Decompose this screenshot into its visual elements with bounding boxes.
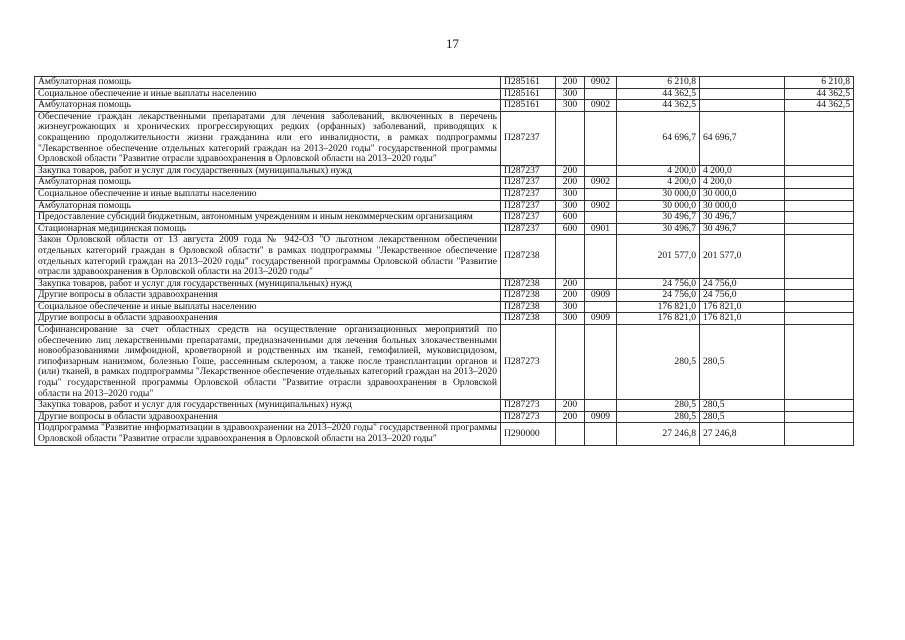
row-name-cell: Амбулаторная помощь: [35, 77, 501, 89]
expense-type-cell: [556, 111, 585, 165]
section-code-cell: [585, 188, 617, 200]
target-code-cell: П290000: [501, 423, 556, 445]
section-code-cell: [585, 400, 617, 412]
amount-column-2-cell: 30 000,0: [700, 200, 785, 212]
row-name-cell: Закон Орловской области от 13 августа 2009 года № 942-ОЗ "О льготном лекарственном обеспечении отдельных категорий граждан в Орловской области" в рамках подпрограммы "Лекарственное обеспечение отдельных категорий граждан на 2013–2020 годы" государственной программы Орловской области "Развитие отрасли здравоохранения в Орловской области на 2013–2020 годы": [35, 235, 501, 278]
section-code-cell: [585, 111, 617, 165]
section-code-cell: 0902: [585, 77, 617, 89]
amount-column-2-cell: 4 200,0: [700, 165, 785, 177]
table-row: [35, 77, 854, 89]
expense-type-cell: [556, 325, 585, 400]
row-name-cell: Закупка товаров, работ и услуг для государственных (муниципальных) нужд: [35, 278, 501, 290]
amount-column-2-cell: 24 756,0: [700, 278, 785, 290]
table-row: [35, 88, 854, 100]
expense-type-cell: 200: [556, 77, 585, 89]
target-code-cell: П287238: [501, 278, 556, 290]
amount-column-3-cell: [785, 400, 854, 412]
section-code-cell: [585, 165, 617, 177]
row-name-cell: Другие вопросы в области здравоохранения: [35, 313, 501, 325]
section-code-cell: [585, 301, 617, 313]
target-code-cell: П287273: [501, 411, 556, 423]
expense-type-cell: [556, 235, 585, 278]
target-code-cell: П285161: [501, 77, 556, 89]
expense-type-cell: 200: [556, 400, 585, 412]
total-amount-cell: 280,5: [617, 411, 700, 423]
total-amount-cell: 24 756,0: [617, 290, 700, 302]
amount-column-2-cell: 30 496,7: [700, 223, 785, 235]
target-code-cell: П287237: [501, 200, 556, 212]
section-code-cell: [585, 423, 617, 445]
section-code-cell: 0901: [585, 223, 617, 235]
row-name-cell: Другие вопросы в области здравоохранения: [35, 290, 501, 302]
amount-column-2-cell: 27 246,8: [700, 423, 785, 445]
expense-type-cell: 200: [556, 165, 585, 177]
target-code-cell: П287237: [501, 188, 556, 200]
amount-column-3-cell: [785, 177, 854, 189]
table-row: [35, 177, 854, 189]
amount-column-3-cell: [785, 200, 854, 212]
section-code-cell: 0902: [585, 177, 617, 189]
amount-column-2-cell: 176 821,0: [700, 313, 785, 325]
table-row: [35, 111, 854, 165]
total-amount-cell: 27 246,8: [617, 423, 700, 445]
amount-column-3-cell: [785, 325, 854, 400]
table-row: [35, 290, 854, 302]
section-code-cell: [585, 235, 617, 278]
table-row: [35, 325, 854, 400]
table-row: [35, 100, 854, 112]
expense-type-cell: 300: [556, 188, 585, 200]
row-name-cell: Амбулаторная помощь: [35, 200, 501, 212]
amount-column-3-cell: 44 362,5: [785, 88, 854, 100]
amount-column-2-cell: 64 696,7: [700, 111, 785, 165]
target-code-cell: П287238: [501, 301, 556, 313]
target-code-cell: П287237: [501, 111, 556, 165]
amount-column-3-cell: [785, 290, 854, 302]
target-code-cell: П287238: [501, 290, 556, 302]
target-code-cell: П287237: [501, 165, 556, 177]
amount-column-3-cell: [785, 111, 854, 165]
table-row: [35, 188, 854, 200]
target-code-cell: П287238: [501, 235, 556, 278]
section-code-cell: [585, 325, 617, 400]
section-code-cell: 0902: [585, 100, 617, 112]
amount-column-3-cell: [785, 411, 854, 423]
total-amount-cell: 6 210,8: [617, 77, 700, 89]
amount-column-3-cell: [785, 223, 854, 235]
table-row: [35, 223, 854, 235]
section-code-cell: 0909: [585, 411, 617, 423]
amount-column-2-cell: [700, 88, 785, 100]
total-amount-cell: 201 577,0: [617, 235, 700, 278]
section-code-cell: 0902: [585, 200, 617, 212]
row-name-cell: Стационарная медицинская помощь: [35, 223, 501, 235]
amount-column-2-cell: 201 577,0: [700, 235, 785, 278]
section-code-cell: [585, 88, 617, 100]
table-row: [35, 200, 854, 212]
target-code-cell: П287237: [501, 223, 556, 235]
expense-type-cell: 600: [556, 223, 585, 235]
amount-column-3-cell: [785, 301, 854, 313]
total-amount-cell: 280,5: [617, 325, 700, 400]
row-name-cell: Амбулаторная помощь: [35, 177, 501, 189]
expense-type-cell: 300: [556, 100, 585, 112]
amount-column-2-cell: [700, 77, 785, 89]
table-row: [35, 212, 854, 224]
row-name-cell: Предоставление субсидий бюджетным, автономным учреждениям и иным некоммерческим организациям: [35, 212, 501, 224]
page-number: 17: [446, 36, 459, 51]
budget-table: [34, 76, 854, 446]
total-amount-cell: 4 200,0: [617, 165, 700, 177]
amount-column-3-cell: [785, 278, 854, 290]
amount-column-2-cell: 176 821,0: [700, 301, 785, 313]
row-name-cell: Обеспечение граждан лекарственными препаратами для лечения заболеваний, включенных в перечень жизнеугрожающих и хронических прогрессирующих редких (орфанных) заболеваний, приводящих к сокращению продолжительности жизни гражданина или его инвалидности, в рамках подпрограммы "Лекарственное обеспечение отдельных категорий граждан на 2013–2020 годы" государственной программы Орловской области "Развитие отрасли здравоохранения в Орловской области на 2013–2020 годы": [35, 111, 501, 165]
expense-type-cell: 300: [556, 313, 585, 325]
target-code-cell: П287238: [501, 313, 556, 325]
amount-column-2-cell: [700, 100, 785, 112]
amount-column-3-cell: 44 362,5: [785, 100, 854, 112]
total-amount-cell: 30 496,7: [617, 212, 700, 224]
expense-type-cell: 300: [556, 301, 585, 313]
amount-column-2-cell: 30 496,7: [700, 212, 785, 224]
amount-column-2-cell: 280,5: [700, 400, 785, 412]
row-name-cell: Социальное обеспечение и иные выплаты населению: [35, 188, 501, 200]
table-row: [35, 400, 854, 412]
amount-column-2-cell: 280,5: [700, 325, 785, 400]
expense-type-cell: 600: [556, 212, 585, 224]
total-amount-cell: 44 362,5: [617, 88, 700, 100]
amount-column-2-cell: 24 756,0: [700, 290, 785, 302]
amount-column-2-cell: 280,5: [700, 411, 785, 423]
expense-type-cell: 200: [556, 278, 585, 290]
total-amount-cell: 4 200,0: [617, 177, 700, 189]
row-name-cell: Социальное обеспечение и иные выплаты населению: [35, 301, 501, 313]
expense-type-cell: 200: [556, 290, 585, 302]
section-code-cell: [585, 212, 617, 224]
total-amount-cell: 176 821,0: [617, 301, 700, 313]
total-amount-cell: 176 821,0: [617, 313, 700, 325]
total-amount-cell: 30 496,7: [617, 223, 700, 235]
total-amount-cell: 64 696,7: [617, 111, 700, 165]
amount-column-3-cell: [785, 212, 854, 224]
row-name-cell: Закупка товаров, работ и услуг для государственных (муниципальных) нужд: [35, 165, 501, 177]
table-row: [35, 411, 854, 423]
row-name-cell: Софинансирование за счет областных средств на осуществление организационных мероприятий по обеспечению лиц лекарственными препаратами, предназначенными для лечения больных злокачественными новообразованиями лимфоидной, кроветворной и родственных им тканей, гемофилией, муковисцидозом, гипофизарным нанизмом, болезнью Гоше, рассеянным склерозом, а также после трансплантации органов и (или) тканей, в рамках подпрограммы "Лекарственное обеспечение отдельных категорий граждан на 2013–2020 годы" государственной программы Орловской области "Развитие отрасли здравоохранения в Орловской области на 2013–2020 годы": [35, 325, 501, 400]
amount-column-2-cell: 4 200,0: [700, 177, 785, 189]
target-code-cell: П287237: [501, 212, 556, 224]
row-name-cell: Амбулаторная помощь: [35, 100, 501, 112]
row-name-cell: Подпрограмма "Развитие информатизации в здравоохранении на 2013–2020 годы" государственной программы Орловской области "Развитие отрасли здравоохранения в Орловской области на 2013–2020 годы": [35, 423, 501, 445]
table-row: [35, 301, 854, 313]
table-row: [35, 313, 854, 325]
row-name-cell: Социальное обеспечение и иные выплаты населению: [35, 88, 501, 100]
table-row: [35, 165, 854, 177]
expense-type-cell: 200: [556, 411, 585, 423]
expense-type-cell: 300: [556, 88, 585, 100]
amount-column-3-cell: [785, 235, 854, 278]
row-name-cell: Закупка товаров, работ и услуг для государственных (муниципальных) нужд: [35, 400, 501, 412]
target-code-cell: П285161: [501, 88, 556, 100]
total-amount-cell: 24 756,0: [617, 278, 700, 290]
total-amount-cell: 30 000,0: [617, 188, 700, 200]
target-code-cell: П287273: [501, 400, 556, 412]
total-amount-cell: 280,5: [617, 400, 700, 412]
expense-type-cell: 200: [556, 177, 585, 189]
table-row: [35, 235, 854, 278]
amount-column-3-cell: [785, 423, 854, 445]
total-amount-cell: 44 362,5: [617, 100, 700, 112]
amount-column-3-cell: [785, 165, 854, 177]
amount-column-3-cell: [785, 188, 854, 200]
expense-type-cell: [556, 423, 585, 445]
target-code-cell: П287273: [501, 325, 556, 400]
section-code-cell: 0909: [585, 290, 617, 302]
table-row: [35, 423, 854, 445]
amount-column-3-cell: 6 210,8: [785, 77, 854, 89]
table-row: [35, 278, 854, 290]
amount-column-2-cell: 30 000,0: [700, 188, 785, 200]
target-code-cell: П287237: [501, 177, 556, 189]
target-code-cell: П285161: [501, 100, 556, 112]
expense-type-cell: 300: [556, 200, 585, 212]
total-amount-cell: 30 000,0: [617, 200, 700, 212]
amount-column-3-cell: [785, 313, 854, 325]
section-code-cell: [585, 278, 617, 290]
section-code-cell: 0909: [585, 313, 617, 325]
row-name-cell: Другие вопросы в области здравоохранения: [35, 411, 501, 423]
